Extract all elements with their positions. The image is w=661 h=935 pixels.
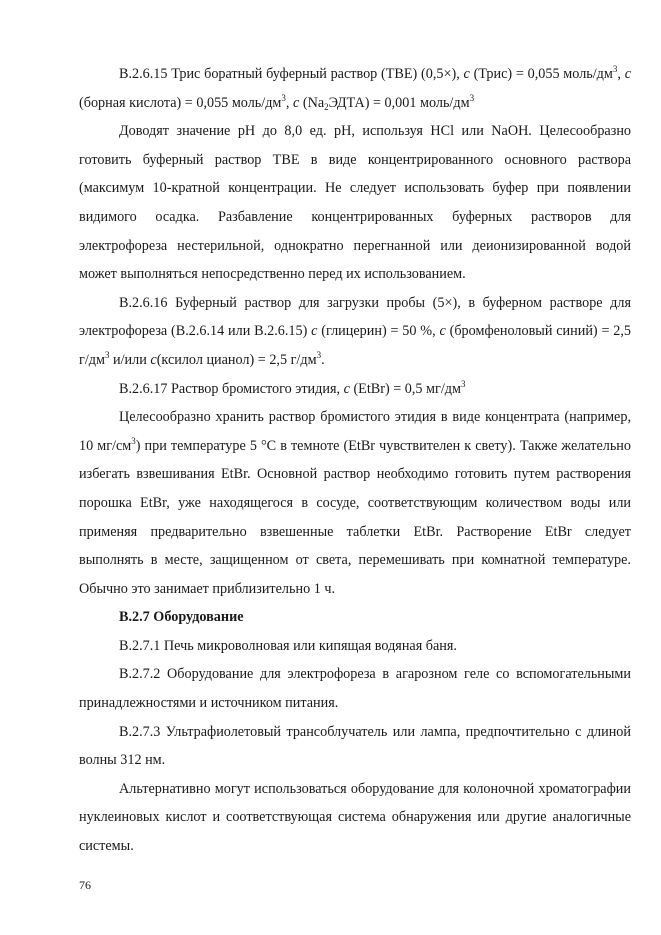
- paragraph-p1: [79, 60, 631, 117]
- paragraph-p9: [79, 718, 631, 775]
- text-run: ,: [285, 94, 293, 111]
- text-run: .: [321, 351, 325, 368]
- text-run: 3: [461, 378, 466, 389]
- text-run: 3: [316, 349, 322, 360]
- text-run: (ксилол цианол) = 2,5 г/дм: [156, 351, 317, 368]
- text-run: c: [463, 66, 470, 82]
- text-run: Доводят значение pH до 8,0 ед. pH, используя HCl или NaOH. Целесообразно готовить буферный раствор TBE в виде концентрированного основного раствора (максимум 10-кратной концентрации. Не следует использовать буфер при появлении видимого осадка. Разбавление концентрированных буферных растворов для электрофореза нестерильной, однократно перегнанной или деионизированной водой может выполняться непосредственно перед их использованием.: [79, 123, 631, 283]
- text-run: ЭДТА) = 0,001 моль/дм: [328, 94, 470, 111]
- text-run: (бромфеноловый синий) = 2,5 г/дм: [79, 323, 631, 368]
- text-run: c: [343, 380, 350, 397]
- text-run: и/или: [109, 351, 151, 368]
- text-run: c: [439, 323, 446, 340]
- text-run: 3: [131, 435, 136, 446]
- paragraph-p8: [79, 660, 631, 717]
- text-run: В.2.7.2 Оборудование для электрофореза в агарозном геле со вспомогательными принадлежностями и источником питания.: [79, 666, 631, 712]
- text-run: (борная кислота) = 0,055 моль/дм: [79, 94, 282, 111]
- text-run: c: [150, 351, 157, 368]
- text-run: Целесообразно хранить раствор бромистого этидия в виде концентрата (например, 10 мг/см: [79, 409, 631, 454]
- text-run: ,: [617, 66, 625, 82]
- text-run: Альтернативно могут использоваться оборудование для колоночной хроматографии нуклеиновых кислот и соответствующая система обнаружения или другие аналогичные системы.: [79, 780, 631, 855]
- text-run: 2: [324, 101, 329, 112]
- paragraph-p10: [79, 775, 631, 861]
- text-run: В.2.6.17 Раствор бромистого этидия,: [119, 380, 344, 397]
- paragraph-p4: [79, 375, 631, 404]
- text-run: В.2.6.15 Трис боратный буферный раствор (TBE) (0,5×),: [119, 66, 464, 82]
- text-run: 3: [469, 92, 475, 103]
- paragraph-p6: [79, 603, 631, 632]
- text-run: (глицерин) = 50 %,: [317, 323, 440, 340]
- text-run: В.2.7.3 Ультрафиолетовый трансоблучатель или лампа, предпочтительно с длиной волны 312 нм.: [79, 723, 631, 769]
- text-run: ) при температуре 5 °С в темноте (EtBr чувствителен к свету). Также желательно избегать взвешивания EtBr. Основной раствор необходимо готовить путем растворения порошка EtBr, уже находящегося в сосуде, соответствующим количеством воды или применяя предварительно взвешенные таблетки EtBr. Растворение EtBr следует выполнять в месте, защищенном от света, перемешивать при комнатной температуре. Обычно это занимает приблизительно 1 ч.: [79, 437, 631, 597]
- text-run: 3: [612, 64, 618, 74]
- text-run: 3: [281, 92, 286, 103]
- text-run: c: [624, 66, 632, 82]
- text-run: В.2.6.16 Буферный раствор для загрузки пробы (5×), в буферном растворе для электрофореза (В.2.6.14 или В.2.6.15): [79, 294, 631, 340]
- text-run: (Na: [299, 94, 325, 111]
- text-run: В.2.7.1 Печь микроволновая или кипящая водяная баня.: [119, 637, 457, 654]
- paragraph-p7: [79, 632, 631, 661]
- text-run: c: [311, 323, 318, 340]
- paragraph-p3: [79, 289, 631, 375]
- text-run: В.2.7 Оборудование: [119, 609, 244, 626]
- paragraph-p5: [79, 403, 631, 603]
- body-text: [79, 60, 631, 861]
- page-number: 76: [79, 878, 91, 892]
- text-run: (Трис) = 0,055 моль/дм: [469, 66, 613, 82]
- paragraph-p2: [79, 117, 631, 289]
- text-run: 3: [104, 349, 110, 360]
- text-run: (EtBr) = 0,5 мг/дм: [349, 380, 461, 397]
- text-run: c: [293, 94, 300, 111]
